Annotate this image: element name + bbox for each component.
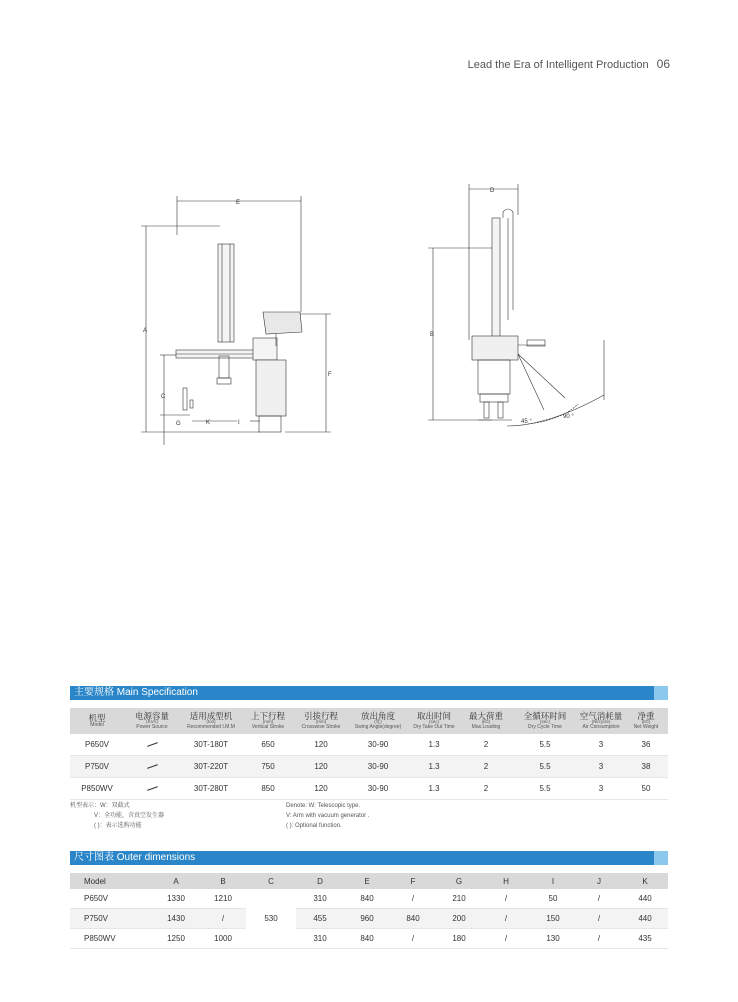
- cell-j: /: [576, 929, 622, 949]
- cell-loading: 2: [460, 778, 512, 800]
- cell-vertical: 850: [242, 778, 294, 800]
- dim-label-I: I: [238, 420, 240, 426]
- dim-label-C: C: [161, 394, 166, 400]
- cell-crosswise: 120: [294, 778, 348, 800]
- cell-machine: 30T-180T: [180, 734, 242, 756]
- cell-model: P850WV: [70, 778, 124, 800]
- cell-crosswise: 120: [294, 756, 348, 778]
- cell-b: 1000: [200, 929, 246, 949]
- cell-machine: 30T-280T: [180, 778, 242, 800]
- cell-f: /: [390, 889, 436, 909]
- note-line: Denote: W: Telescopic type.: [286, 803, 361, 809]
- cell-machine: 30T-220T: [180, 756, 242, 778]
- note-line: ( ): Optional function.: [286, 823, 342, 829]
- outer-header-row: [70, 873, 668, 889]
- dim-label-K: K: [206, 420, 211, 426]
- side-view-labels: [430, 188, 574, 425]
- outer-dimensions-table: [70, 873, 668, 949]
- cell-model: P750V: [70, 909, 152, 929]
- cell-j: /: [576, 909, 622, 929]
- outer-col-b: B: [200, 873, 246, 889]
- cell-i: 50: [530, 889, 576, 909]
- cell-weight: 36: [624, 734, 668, 756]
- cell-loading: 2: [460, 756, 512, 778]
- cell-cycle: 5.5: [512, 756, 578, 778]
- cell-i: 150: [530, 909, 576, 929]
- cell-takeout: 1.3: [408, 756, 460, 778]
- cell-j: /: [576, 889, 622, 909]
- cell-cycle: 5.5: [512, 778, 578, 800]
- outer-col-h: H: [482, 873, 530, 889]
- note-line: V：全功能，含真空发生器: [94, 813, 165, 819]
- cell-d: 455: [296, 909, 344, 929]
- header-title: Lead the Era of Intelligent Production: [467, 59, 649, 71]
- cell-b: 1210: [200, 889, 246, 909]
- cell-takeout: 1.3: [408, 778, 460, 800]
- cell-cycle: 5.5: [512, 734, 578, 756]
- spec-header-row: [70, 708, 668, 734]
- outer-col-e: E: [344, 873, 390, 889]
- outer-row: [70, 889, 668, 909]
- spec-row: [70, 778, 668, 800]
- outer-col-f: F: [390, 873, 436, 889]
- spec-col-machine: 适用成型机 (ton) Recommended I.M.M: [180, 708, 242, 734]
- spec-section-title: 主要规格 Main Specification: [70, 686, 668, 700]
- outer-col-k: K: [622, 873, 668, 889]
- angle-label-90: 90 °: [563, 414, 574, 420]
- cell-e: 840: [344, 889, 390, 909]
- cell-g: 210: [436, 889, 482, 909]
- outer-col-j: J: [576, 873, 622, 889]
- cell-a: 1430: [152, 909, 200, 929]
- front-view-labels: [143, 200, 332, 427]
- cell-a: 1250: [152, 929, 200, 949]
- cell-d: 310: [296, 929, 344, 949]
- dim-label-D: D: [490, 188, 495, 194]
- cell-crosswise: 120: [294, 734, 348, 756]
- cell-h: /: [482, 909, 530, 929]
- spec-row: [70, 734, 668, 756]
- cell-vertical: 750: [242, 756, 294, 778]
- cell-power: [124, 734, 180, 756]
- spec-col-model: 机型 Model: [70, 708, 124, 734]
- spec-col-loading: 最大荷重 (kG) Max.Loading: [460, 708, 512, 734]
- cell-g: 180: [436, 929, 482, 949]
- angle-label-45: 45 °: [521, 419, 532, 425]
- cell-a: 1330: [152, 889, 200, 909]
- cell-takeout: 1.3: [408, 734, 460, 756]
- cell-k: 435: [622, 929, 668, 949]
- side-view-drawing: [428, 184, 604, 426]
- cell-weight: 50: [624, 778, 668, 800]
- cell-power: [124, 756, 180, 778]
- spec-row: [70, 756, 668, 778]
- spec-col-weight: 净重 (kG) Net Weight: [624, 708, 668, 734]
- cell-loading: 2: [460, 734, 512, 756]
- cell-g: 200: [436, 909, 482, 929]
- cell-h: /: [482, 889, 530, 909]
- cell-model: P650V: [70, 734, 124, 756]
- outer-col-c: C: [246, 873, 296, 889]
- cell-air: 3: [578, 756, 624, 778]
- cell-h: /: [482, 929, 530, 949]
- cell-swing: 30-90: [348, 734, 408, 756]
- cell-f: 840: [390, 909, 436, 929]
- outer-col-i: I: [530, 873, 576, 889]
- dim-label-B: B: [430, 332, 435, 338]
- cell-k: 440: [622, 909, 668, 929]
- cell-vertical: 650: [242, 734, 294, 756]
- cell-air: 3: [578, 734, 624, 756]
- outer-col-a: A: [152, 873, 200, 889]
- cell-e: 960: [344, 909, 390, 929]
- note-line: V: Arm with vacuum generator .: [286, 813, 370, 819]
- note-line: 机型表示：W：双截式: [70, 803, 130, 809]
- outer-col-g: G: [436, 873, 482, 889]
- cell-power: [124, 778, 180, 800]
- cell-model: P750V: [70, 756, 124, 778]
- cell-model: P650V: [70, 889, 152, 909]
- dim-label-G: G: [176, 421, 181, 427]
- cell-air: 3: [578, 778, 624, 800]
- cell-b: /: [200, 909, 246, 929]
- outer-col-d: D: [296, 873, 344, 889]
- notes-en: [286, 801, 369, 831]
- spec-col-vertical: 上下行程 (mm) Vertical Stroke: [242, 708, 294, 734]
- cell-swing: 30-90: [348, 756, 408, 778]
- note-line: ( )：表示选购功能: [94, 823, 142, 829]
- spec-table: [70, 708, 668, 800]
- dim-label-A: A: [143, 328, 148, 334]
- outer-row: [70, 929, 668, 949]
- cell-weight: 38: [624, 756, 668, 778]
- spec-col-air: 空气消耗量 (Nl/cycle) Air Consumption: [578, 708, 624, 734]
- cell-swing: 30-90: [348, 778, 408, 800]
- dim-label-E: E: [236, 200, 241, 206]
- cell-k: 440: [622, 889, 668, 909]
- outer-row: [70, 909, 668, 929]
- spec-col-power: 电源容量 (KVA) Power Source: [124, 708, 180, 734]
- spec-col-crosswise: 引拔行程 (mm) Crosswise Stroke: [294, 708, 348, 734]
- spec-col-swing: 放出角度 (度) Swing Angle(degree): [348, 708, 408, 734]
- notes-zh: [70, 801, 164, 831]
- cell-c-merged: 530: [246, 889, 296, 949]
- cell-model: P850WV: [70, 929, 152, 949]
- cell-i: 130: [530, 929, 576, 949]
- front-view-drawing: [141, 196, 331, 445]
- spec-col-cycle: 全循环时间 (sec) Dry Cycle Time: [512, 708, 578, 734]
- dim-label-F: F: [328, 372, 332, 378]
- cell-f: /: [390, 929, 436, 949]
- cell-e: 840: [344, 929, 390, 949]
- page-number: 06: [656, 57, 670, 71]
- outer-section-title: 尺寸图表 Outer dimensions: [70, 851, 668, 865]
- cell-d: 310: [296, 889, 344, 909]
- spec-col-takeout: 取出时间 (sec) Dry Take Out Time: [408, 708, 460, 734]
- outer-col-model: Model: [70, 873, 152, 889]
